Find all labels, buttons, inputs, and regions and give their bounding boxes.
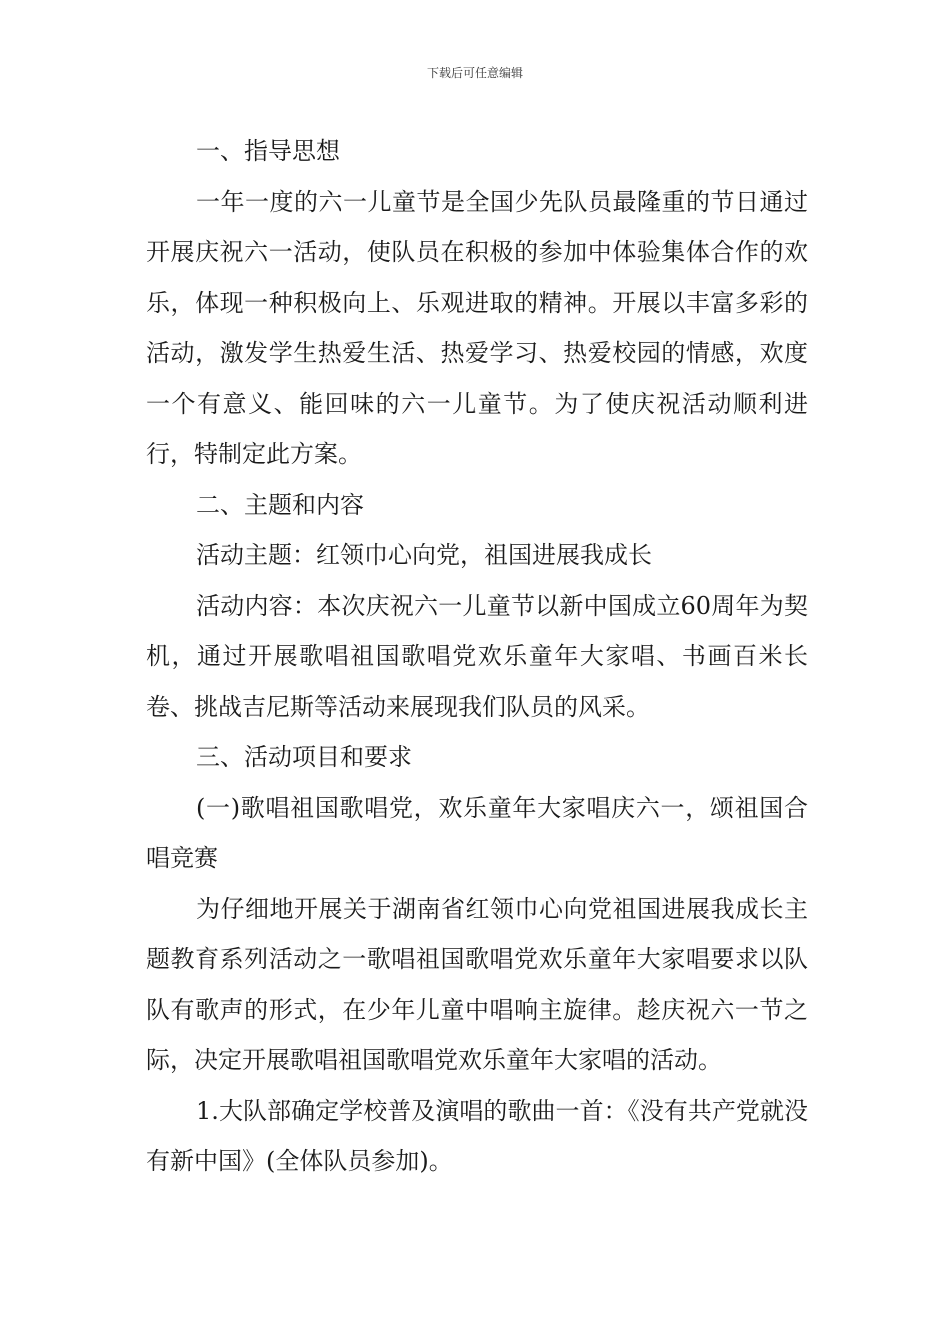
list-item-1: 1.大队部确定学校普及演唱的歌曲一首：《没有共产党就没有新中国》(全体队员参加)。 [146, 1096, 808, 1175]
paragraph-activity-content: 活动内容：本次庆祝六一儿童节以新中国成立60周年为契机，通过开展歌唱祖国歌唱党欢乐童年大家唱、书画百米长卷、挑战吉尼斯等活动来展现我们队员的风采。 [146, 591, 808, 721]
paragraph-activity-theme: 活动主题：红领巾心向党，祖国进展我成长 [196, 541, 652, 569]
section-heading-theme-content: 二、主题和内容 [196, 490, 364, 519]
paragraph-guiding-ideology: 一年一度的六一儿童节是全国少先队员最隆重的节日通过开展庆祝六一活动，使队员在积极的参加中体验集体合作的欢乐，体现一种积极向上、乐观进取的精神。开展以丰富多彩的活动，激发学生热爱生活、热爱学习、热爱校园的情感，欢度一个有意义、能回味的六一儿童节。为了使庆祝活动顺利进行，特制定此方案。 [146, 187, 808, 468]
section-heading-activity-items: 三、活动项目和要求 [196, 743, 412, 771]
subheading-singing-contest: (一)歌唱祖国歌唱党，欢乐童年大家唱庆六一，颂祖国合唱竞赛 [146, 793, 808, 872]
section-heading-guiding-ideology: 一、指导思想 [196, 137, 340, 165]
page-header-note: 下载后可任意编辑 [426, 66, 523, 80]
paragraph-singing-contest: 为仔细地开展关于湖南省红领巾心向党祖国进展我成长主题教育系列活动之一歌唱祖国歌唱党欢乐童年大家唱要求以队队有歌声的形式，在少年儿童中唱响主旋律。趁庆祝六一节之际，决定开展歌唱祖国歌唱党欢乐童年大家唱的活动。 [146, 894, 808, 1074]
document-body [146, 126, 808, 1187]
